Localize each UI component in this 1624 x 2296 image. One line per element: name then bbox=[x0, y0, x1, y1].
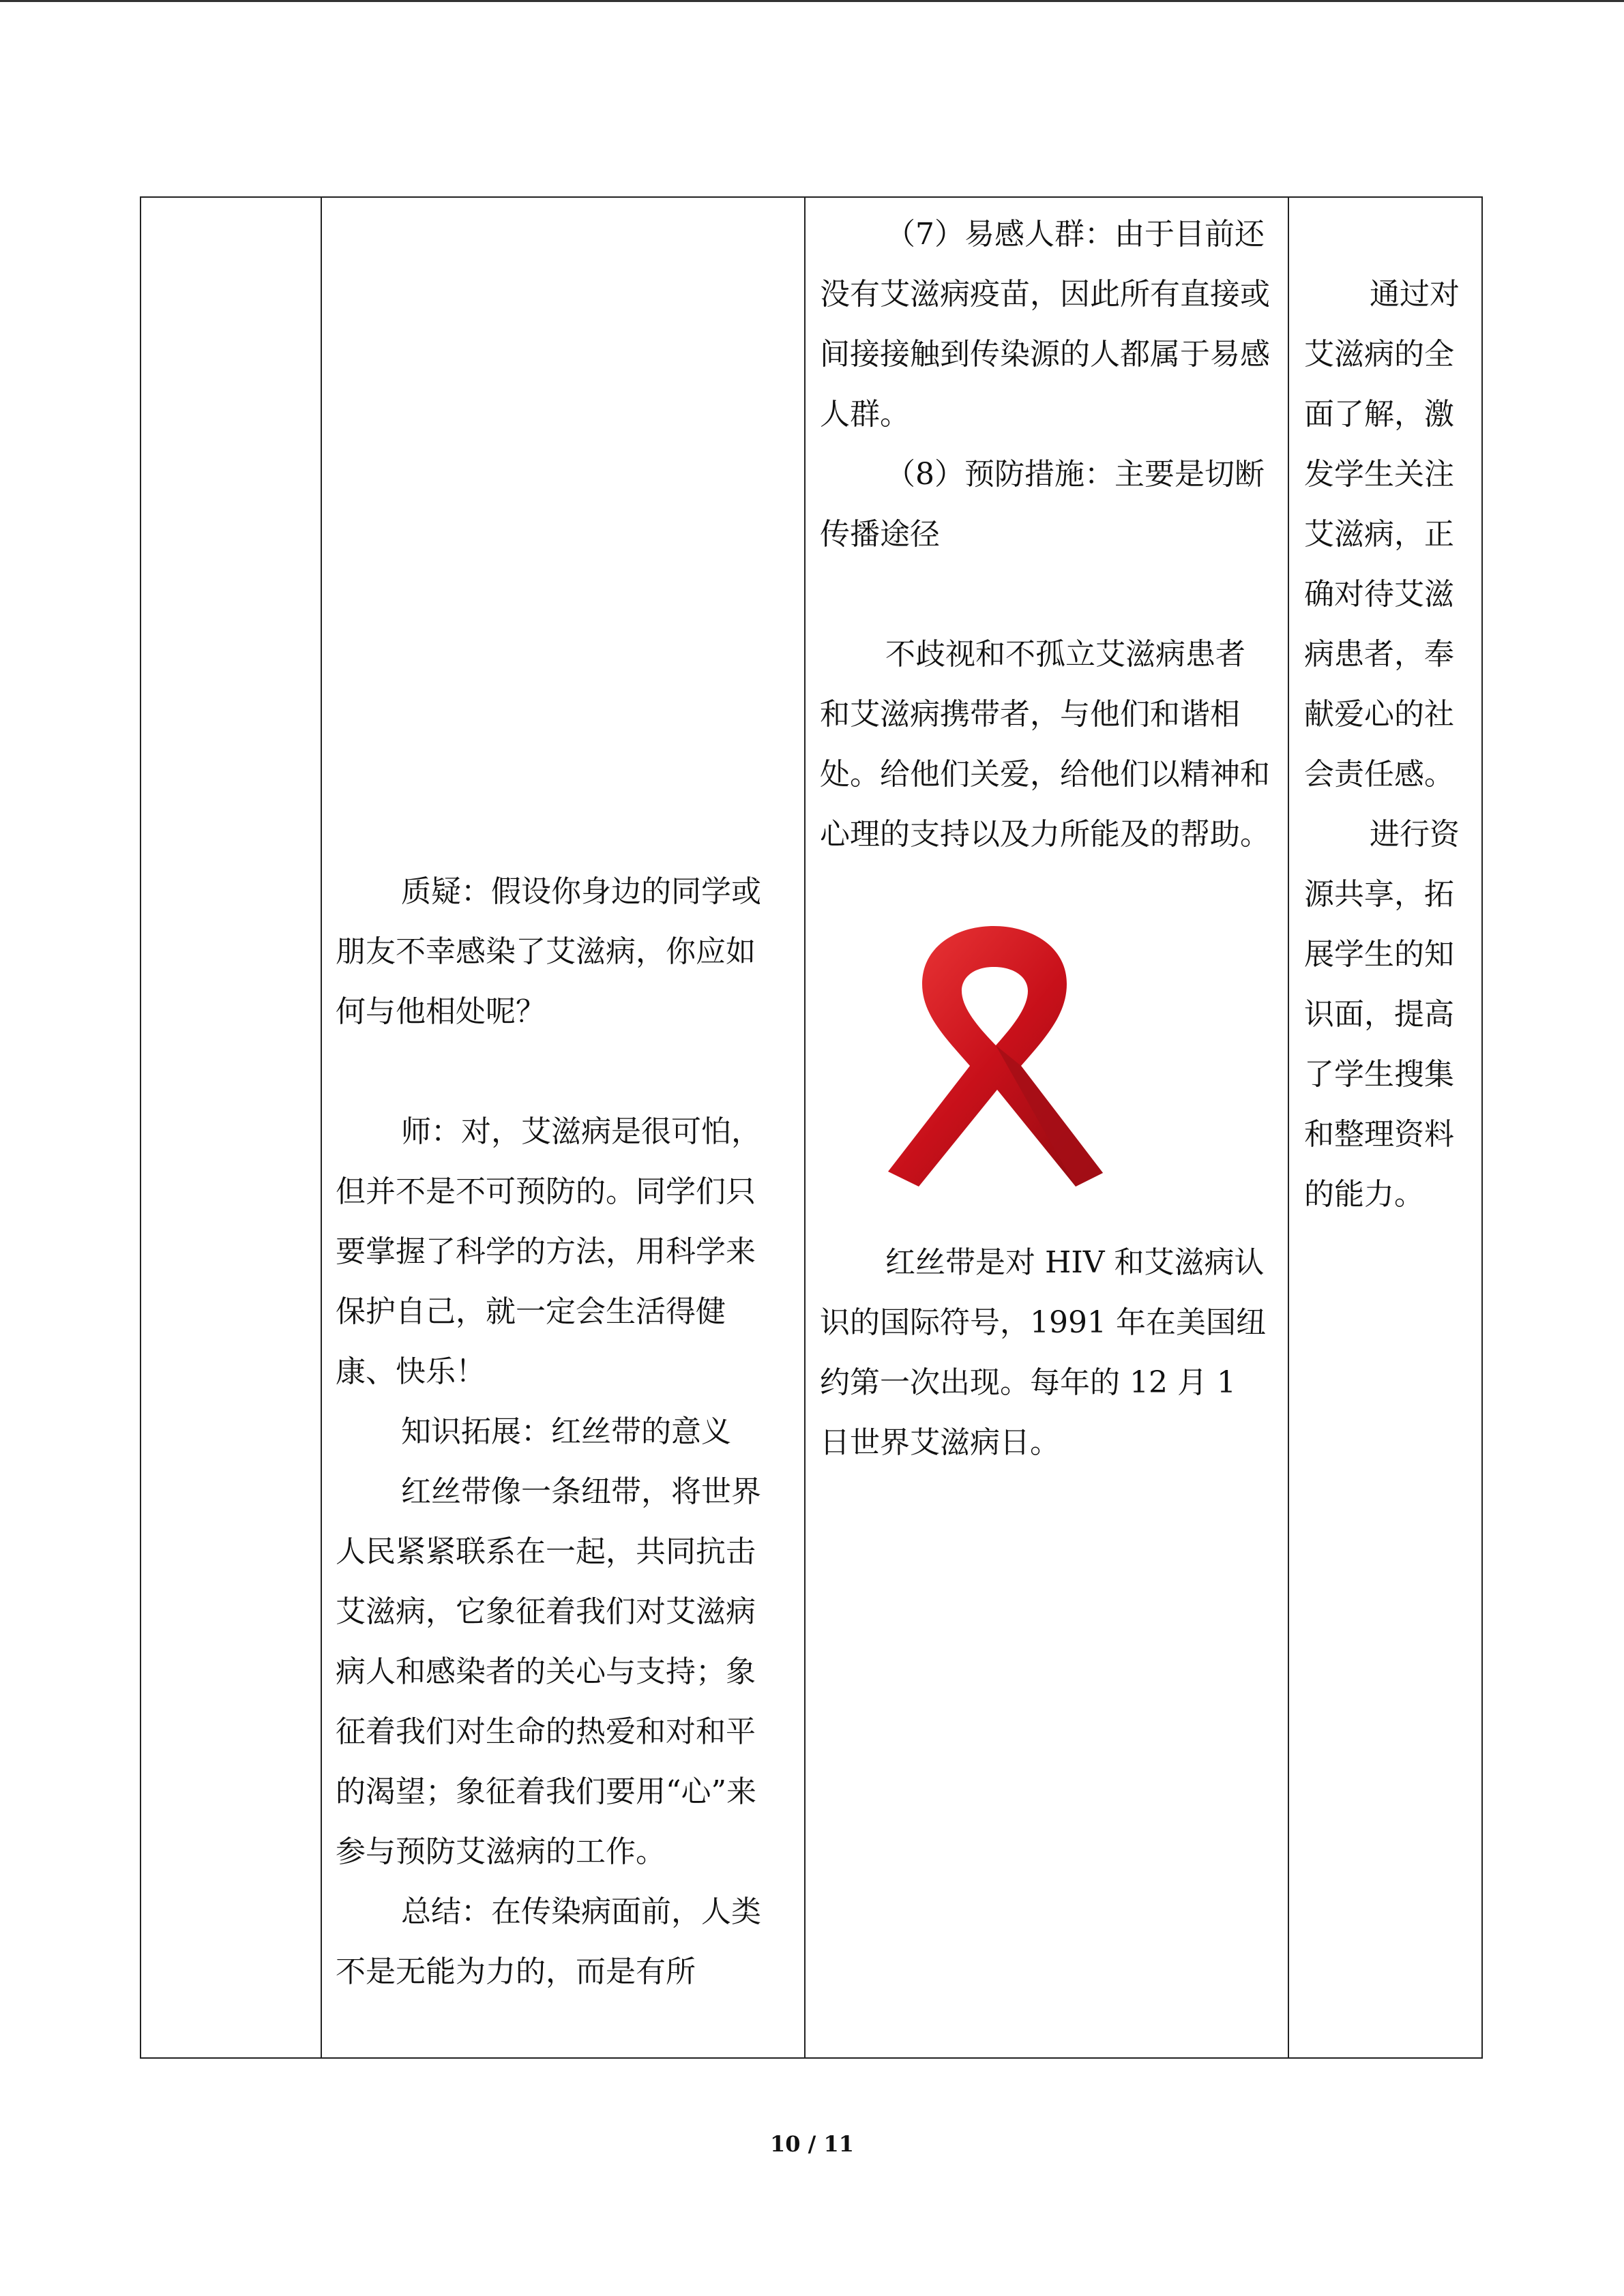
susceptible-population-paragraph: （7）易感人群：由于目前还没有艾滋病疫苗，因此所有直接或间接接触到传染源的人都属于易感人群。 bbox=[820, 217, 1270, 432]
summary-paragraph: 总结：在传染病面前，人类不是无能为力的，而是有所 bbox=[336, 1894, 761, 1989]
teacher-paragraph: 师：对，艾滋病是很可怕，但并不是不可预防的。同学们只要掌握了科学的方法，用科学来保护自己，就一定会生活得健康、快乐！ bbox=[336, 1114, 761, 1389]
resource-sharing-paragraph: 进行资源共享，拓展学生的知识面，提高了学生搜集和整理资料的能力。 bbox=[1304, 817, 1460, 1212]
no-discrimination-paragraph: 不歧视和不孤立艾滋病患者和艾滋病携带者，与他们和谐相处。给他们关爱，给他们以精神和心理的支持以及力所能及的帮助。 bbox=[820, 637, 1270, 852]
column-divider bbox=[804, 196, 806, 2059]
extension-heading: 知识拓展：红丝带的意义 bbox=[401, 1414, 731, 1449]
page-top-border bbox=[0, 0, 1624, 2]
page-number: 10 / 11 bbox=[769, 2131, 855, 2157]
intent-paragraph: 通过对艾滋病的全面了解，激发学生关注艾滋病，正确对待艾滋病患者，奉献爱心的社会责任感。 bbox=[1304, 277, 1460, 792]
student-activity-cell bbox=[820, 205, 1273, 1473]
column-divider bbox=[321, 196, 322, 2059]
column-divider bbox=[1288, 196, 1289, 2059]
design-intent-cell bbox=[1304, 265, 1468, 1225]
ribbon-meaning-paragraph: 红丝带像一条纽带，将世界人民紧紧联系在一起，共同抗击艾滋病，它象征着我们对艾滋病病人和感染者的关心与支持；象征着我们对生命的热爱和对和平的渴望；象征着我们要用“心”来参与预防艾滋病的工作。 bbox=[336, 1474, 761, 1869]
question-paragraph: 质疑：假设你身边的同学或朋友不幸感染了艾滋病，你应如何与他相处呢？ bbox=[336, 874, 761, 1029]
prevention-paragraph: （8）预防措施：主要是切断传播途径 bbox=[820, 457, 1265, 552]
red-ribbon-paragraph: 红丝带是对 HIV 和艾滋病认识的国际符号，1991 年在美国纽约第一次出现。每年的 12 月 1 日世界艾滋病日。 bbox=[820, 1245, 1266, 1460]
teacher-activity-cell bbox=[336, 862, 767, 2002]
red-ribbon-icon bbox=[881, 919, 1106, 1192]
